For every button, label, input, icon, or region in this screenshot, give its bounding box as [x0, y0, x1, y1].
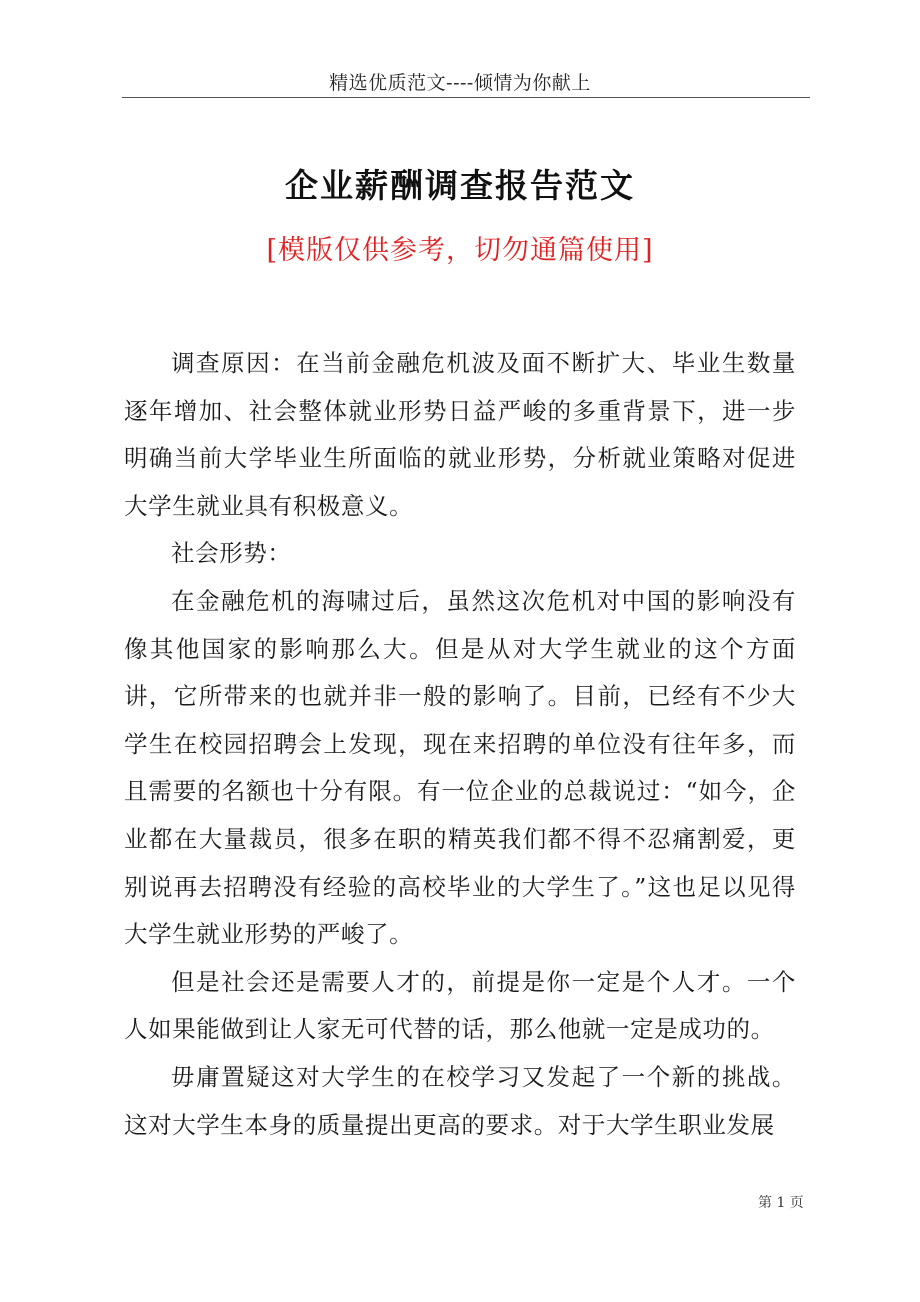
running-header: 精选优质范文----倾情为你献上 — [329, 72, 591, 94]
page-number: 第 1 页 — [758, 1195, 804, 1211]
document-body — [124, 340, 796, 1149]
header-divider — [122, 97, 810, 98]
paragraph-financial-crisis: 在金融危机的海啸过后，虽然这次危机对中国的影响没有像其他国家的影响那么大。但是从对大学生就业的这个方面讲，它所带来的也就并非一般的影响了。目前，已经有不少大学生在校园招聘会上发现，现在来招聘的单位没有往年多，而且需要的名额也十分有限。有一位企业的总裁说过：“如今，企业都在大量裁员，很多在职的精英我们都不得不忍痛割爱，更别说再去招聘没有经验的高校毕业的大学生了。”这也足以见得大学生就业形势的严峻了。 — [124, 586, 796, 949]
document-title: 企业薪酬调查报告范文 — [285, 166, 635, 205]
paragraph-social-situation-heading: 社会形势： — [171, 539, 292, 568]
document-subtitle: [模版仅供参考，切勿通篇使用] — [266, 235, 654, 266]
paragraph-investigation-reason: 调查原因：在当前金融危机波及面不断扩大、毕业生数量逐年增加、社会整体就业形势日益严峻的多重背景下，进一步明确当前大学毕业生所面临的就业形势，分析就业策略对促进大学生就业具有积极意义。 — [124, 349, 796, 520]
paragraph-talent-needed: 但是社会还是需要人才的，前提是你一定是个人才。一个人如果能做到让人家无可代替的话，那么他就一定是成功的。 — [124, 967, 796, 1044]
paragraph-new-challenge: 毋庸置疑这对大学生的在校学习又发起了一个新的挑战。这对大学生本身的质量提出更高的要求。对于大学生职业发展 — [124, 1062, 796, 1139]
